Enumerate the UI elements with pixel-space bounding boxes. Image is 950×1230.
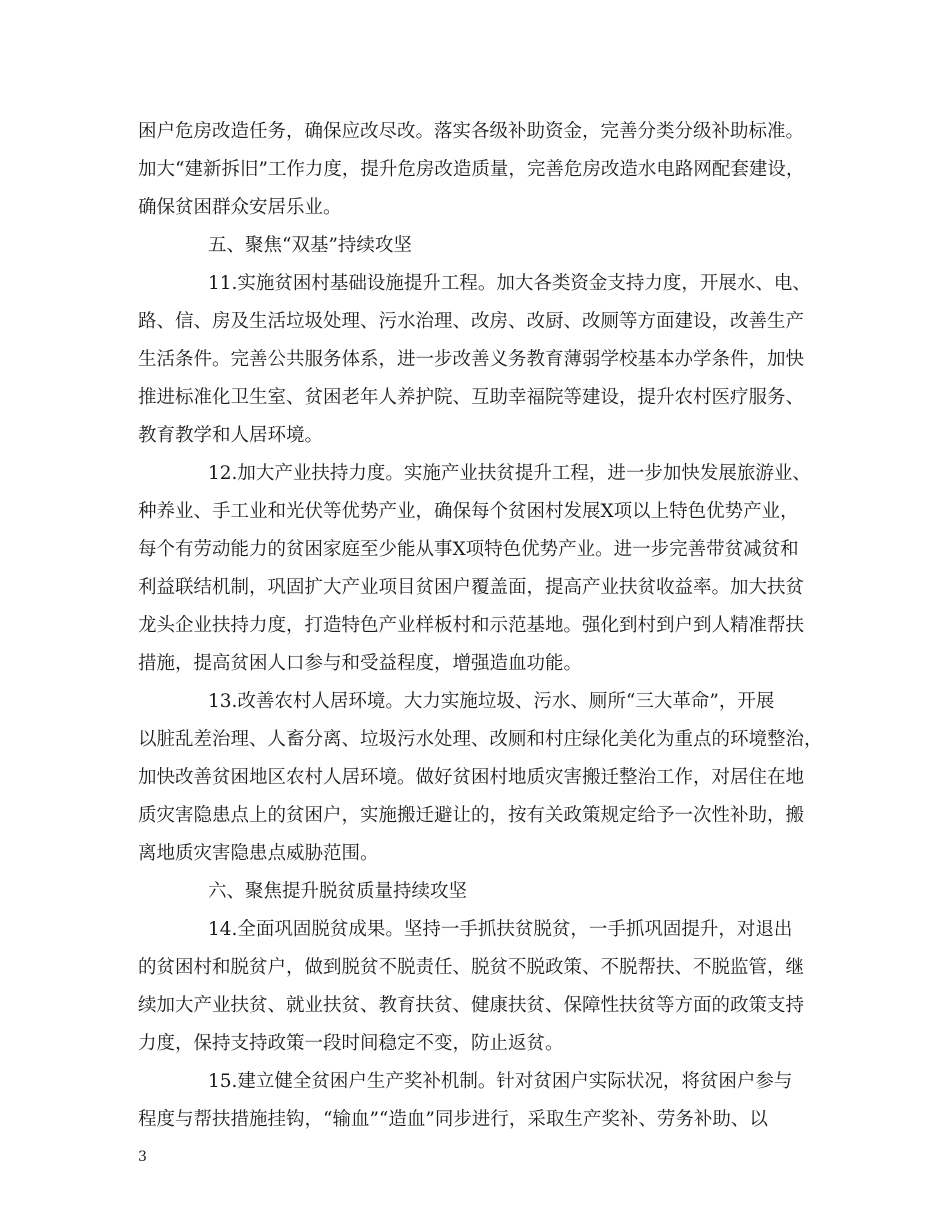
text-line: 加快改善贫困地区农村人居环境。做好贫困村地质灾害搬迁整治工作，对居住在地 (138, 767, 805, 788)
text-line: 质灾害隐患点上的贫困户，实施搬迁避让的，按有关政策规定给予一次性补助，搬 (138, 805, 805, 826)
text-line: 续加大产业扶贫、就业扶贫、教育扶贫、健康扶贫、保障性扶贫等方面的政策支持 (138, 995, 805, 1016)
paragraph-start-line: 12.加大产业扶持力度。实施产业扶贫提升工程，进一步加快发展旅游业、 (208, 463, 811, 484)
text-line: 困户危房改造任务，确保应改尽改。落实各级补助资金，完善分类分级补助标准。 (138, 121, 805, 142)
text-line: 种养业、手工业和光伏等优势产业，确保每个贫困村发展X项以上特色优势产业， (138, 501, 799, 522)
paragraph-start-line: 11.实施贫困村基础设施提升工程。加大各类资金支持力度，开展水、电、 (208, 273, 811, 294)
text-line: 离地质灾害隐患点威胁范围。 (138, 843, 379, 864)
text-line: 的贫困村和脱贫户，做到脱贫不脱责任、脱贫不脱政策、不脱帮扶、不脱监管，继 (138, 957, 805, 978)
section-heading: 五、聚焦“双基”持续攻坚 (208, 235, 412, 256)
paragraph-start-line: 13.改善农村人居环境。大力实施垃圾、污水、厕所“三大革命”，开展 (208, 691, 775, 712)
text-line: 推进标准化卫生室、贫困老年人养护院、互助幸福院等建设，提升农村医疗服务、 (138, 387, 805, 408)
page-number: 3 (138, 1149, 147, 1165)
text-line: 措施，提高贫困人口参与和受益程度，增强造血功能。 (138, 653, 583, 674)
paragraph-start-line: 14.全面巩固脱贫成果。坚持一手抓扶贫脱贫，一手抓巩固提升，对退出 (208, 919, 793, 940)
text-line: 以脏乱差治理、人畜分离、垃圾污水处理、改厕和村庄绿化美化为重点的环境整治， (138, 729, 823, 750)
paragraph-start-line: 15.建立健全贫困户生产奖补机制。针对贫困户实际状况，将贫困户参与 (208, 1071, 793, 1092)
text-line: 路、信、房及生活垃圾处理、污水治理、改房、改厨、改厕等方面建设，改善生产 (138, 311, 805, 332)
section-heading: 六、聚焦提升脱贫质量持续攻坚 (208, 881, 468, 902)
text-line: 龙头企业扶持力度，打造特色产业样板村和示范基地。强化到村到户到人精准帮扶 (138, 615, 805, 636)
text-line: 程度与帮扶措施挂钩，“输血”“造血”同步进行，采取生产奖补、劳务补助、以 (138, 1109, 768, 1130)
text-line: 利益联结机制，巩固扩大产业项目贫困户覆盖面，提高产业扶贫收益率。加大扶贫 (138, 577, 805, 598)
text-line: 力度，保持支持政策一段时间稳定不变，防止返贫。 (138, 1033, 564, 1054)
text-line: 加大“建新拆旧”工作力度，提升危房改造质量，完善危房改造水电路网配套建设， (138, 159, 805, 180)
text-line: 教育教学和人居环境。 (138, 425, 324, 446)
text-line: 确保贫困群众安居乐业。 (138, 197, 342, 218)
text-line: 生活条件。完善公共服务体系，进一步改善义务教育薄弱学校基本办学条件，加快 (138, 349, 805, 370)
text-line: 每个有劳动能力的贫困家庭至少能从事X项特色优势产业。进一步完善带贫减贫和 (138, 539, 799, 560)
